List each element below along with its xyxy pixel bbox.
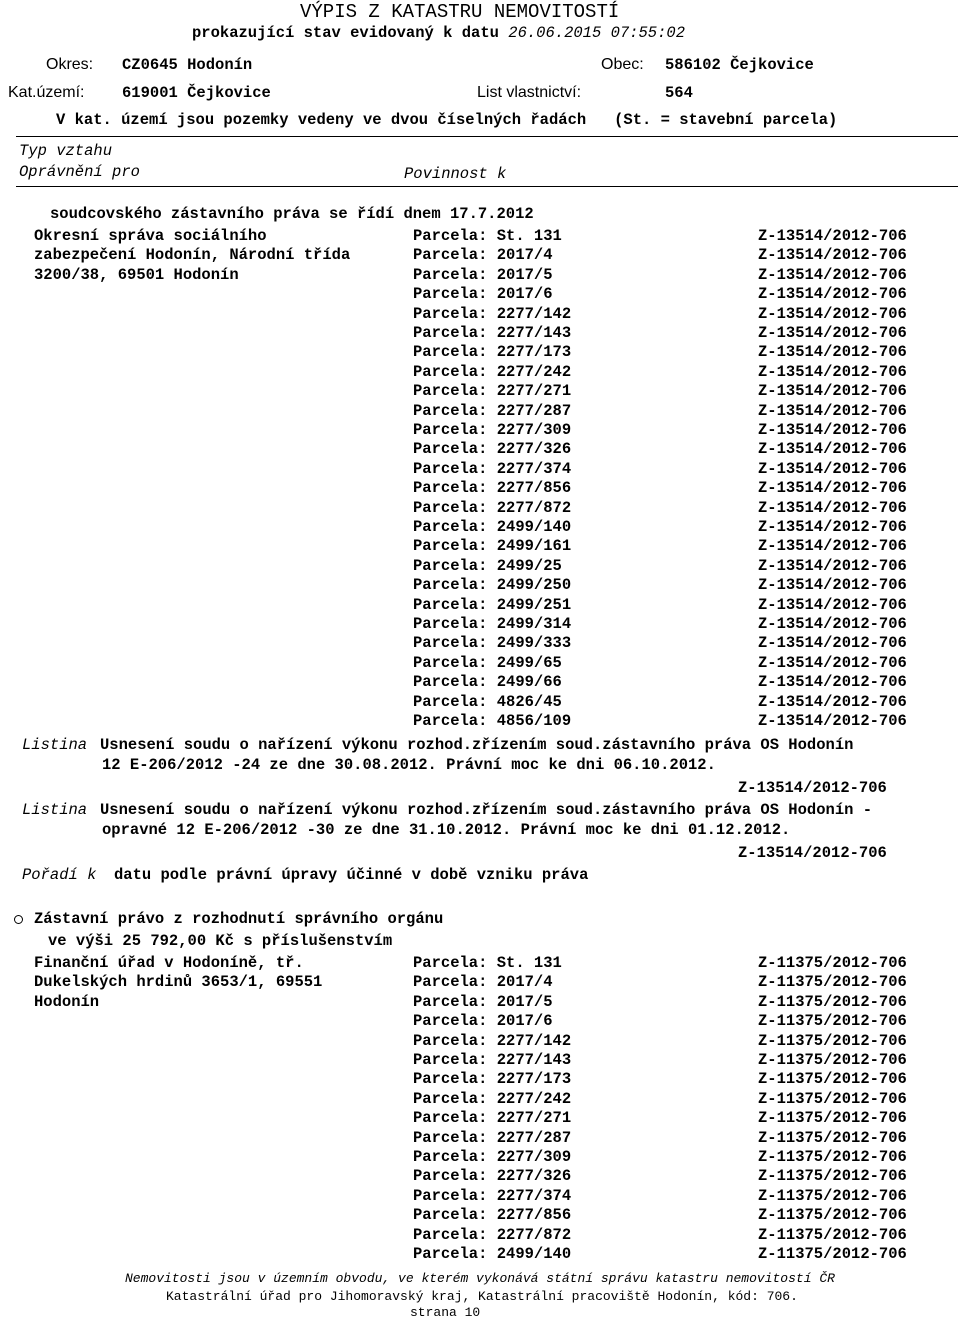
page-number: strana 10	[410, 1305, 481, 1320]
poradi-label: Pořadí k	[22, 866, 97, 884]
bullet-icon	[14, 915, 23, 924]
parcel-number: Parcela: 2277/143	[413, 1051, 572, 1069]
parcel-number: Parcela: 2499/250	[413, 576, 572, 595]
listina2-line2: opravné 12 E-206/2012 -30 ze dne 31.10.2012. Právní moc ke dni 01.12.2012.	[102, 821, 791, 839]
parcel-ref: Z-11375/2012-706	[758, 1031, 907, 1050]
party-line: Hodonín	[34, 992, 100, 1011]
parcel-ref: Z-13514/2012-706	[758, 285, 907, 304]
parcel-ref: Z-13514/2012-706	[758, 537, 907, 556]
header-divider	[16, 136, 958, 137]
parcel-ref: Z-11375/2012-706	[758, 1167, 907, 1186]
parcel-ref: Z-11375/2012-706	[758, 1245, 907, 1263]
party-line: 3200/38, 69501 Hodonín	[34, 265, 239, 284]
parcel-ref: Z-13514/2012-706	[758, 479, 907, 498]
columns-divider	[16, 186, 958, 187]
parcel-ref: Z-13514/2012-706	[758, 459, 907, 478]
parcel-number: Parcela: 2017/5	[413, 992, 553, 1011]
parcel-ref: Z-13514/2012-706	[758, 576, 907, 595]
obec-label: Obec:	[601, 56, 644, 73]
parcel-ref: Z-13514/2012-706	[758, 265, 907, 284]
subtitle-prefix: prokazující stav evidovaný k datu	[192, 24, 499, 42]
listina1-label: Listina	[22, 736, 88, 754]
party-line: Okresní správa sociálního	[34, 227, 267, 245]
parcel-number: Parcela: 2277/872	[413, 498, 572, 517]
parcel-number: Parcela: 2017/5	[413, 265, 553, 284]
parcel-number: Parcela: 2277/309	[413, 421, 572, 439]
col-typ-vztahu: Typ vztahu	[19, 142, 113, 160]
parcel-ref: Z-11375/2012-706	[758, 973, 907, 992]
list-value: 564	[665, 84, 693, 102]
listina2-label: Listina	[22, 801, 88, 819]
parcel-number: Parcela: St. 131	[413, 227, 562, 245]
parcel-ref: Z-13514/2012-706	[758, 518, 907, 536]
parcel-number: Parcela: 2277/309	[413, 1148, 572, 1166]
parcel-ref: Z-13514/2012-706	[758, 556, 907, 575]
parcel-number: Parcela: 2277/326	[413, 1167, 572, 1186]
parcel-number: Parcela: 4856/109	[413, 712, 572, 730]
parcel-ref: Z-11375/2012-706	[758, 1012, 907, 1031]
parcel-number: Parcela: 2017/6	[413, 1012, 553, 1031]
parcel-number: Parcela: 2499/65	[413, 653, 562, 672]
block1-intro: soudcovského zástavního práva se řídí dnem 17.7.2012	[50, 205, 534, 223]
parcel-ref: Z-11375/2012-706	[758, 1070, 907, 1089]
listina2-line1: Usnesení soudu o nařízení výkonu rozhod.zřízením soud.zástavního práva OS Hodonín -	[100, 801, 873, 819]
party-line: Dukelských hrdinů 3653/1, 69551	[34, 973, 323, 992]
parcel-ref: Z-13514/2012-706	[758, 227, 907, 245]
katuzemi-label: Kat.území:	[8, 84, 85, 101]
party-line: Finanční úřad v Hodoníně, tř.	[34, 954, 304, 972]
poradi-text: datu podle právní úpravy účinné v době vzniku práva	[114, 866, 589, 884]
listina2-ref: Z-13514/2012-706	[738, 844, 887, 862]
parcel-ref: Z-11375/2012-706	[758, 1148, 907, 1166]
parcel-number: Parcela: 2017/4	[413, 246, 553, 265]
parcel-ref: Z-13514/2012-706	[758, 421, 907, 439]
block2-heading: Zástavní právo z rozhodnutí správního orgánu	[34, 910, 444, 928]
footer-line1: Nemovitosti jsou v územním obvodu, ve kterém vykonává státní správu katastru nemovitostí ČR	[125, 1271, 835, 1286]
parcel-number: Parcela: St. 131	[413, 954, 562, 972]
parcel-number: Parcela: 2277/242	[413, 1089, 572, 1108]
parcel-number: Parcela: 2499/140	[413, 1245, 572, 1263]
parcel-number: Parcela: 2499/161	[413, 537, 572, 556]
parcel-number: Parcela: 4826/45	[413, 692, 562, 711]
party-line: zabezpečení Hodonín, Národní třída	[34, 246, 351, 265]
list-label: List vlastnictví:	[477, 84, 582, 101]
katuzemi-value: 619001 Čejkovice	[122, 84, 271, 102]
parcel-number: Parcela: 2499/314	[413, 615, 572, 633]
parcel-number: Parcela: 2277/271	[413, 1109, 572, 1128]
footer-line2: Katastrální úřad pro Jihomoravský kraj, Katastrální pracoviště Hodonín, kód: 706.	[166, 1289, 798, 1304]
parcel-number: Parcela: 2277/374	[413, 1186, 572, 1205]
parcel-ref: Z-11375/2012-706	[758, 1206, 907, 1225]
okres-label: Okres:	[46, 56, 94, 73]
parcel-ref: Z-13514/2012-706	[758, 401, 907, 420]
parcel-ref: Z-11375/2012-706	[758, 954, 907, 972]
parcel-ref: Z-13514/2012-706	[758, 498, 907, 517]
block2-amount: ve výši 25 792,00 Kč s příslušenstvím	[48, 932, 393, 950]
parcel-ref: Z-13514/2012-706	[758, 362, 907, 381]
parcel-number: Parcela: 2277/856	[413, 1206, 572, 1225]
parcel-number: Parcela: 2499/140	[413, 518, 572, 536]
parcel-ref: Z-13514/2012-706	[758, 615, 907, 633]
parcel-ref: Z-11375/2012-706	[758, 1109, 907, 1128]
parcel-number: Parcela: 2277/872	[413, 1225, 572, 1244]
parcel-number: Parcela: 2277/242	[413, 362, 572, 381]
parcel-ref: Z-13514/2012-706	[758, 382, 907, 401]
parcel-number: Parcela: 2277/287	[413, 1128, 572, 1147]
parcel-ref: Z-13514/2012-706	[758, 634, 907, 653]
document-title: VÝPIS Z KATASTRU NEMOVITOSTÍ	[300, 1, 620, 23]
listina1-line2: 12 E-206/2012 -24 ze dne 30.08.2012. Právní moc ke dni 06.10.2012.	[102, 756, 716, 774]
parcel-ref: Z-11375/2012-706	[758, 992, 907, 1011]
col-povinnost-k: Povinnost k	[404, 165, 507, 183]
parcel-ref: Z-11375/2012-706	[758, 1225, 907, 1244]
parcel-ref: Z-13514/2012-706	[758, 343, 907, 362]
parcel-number: Parcela: 2277/173	[413, 1070, 572, 1089]
parcel-ref: Z-13514/2012-706	[758, 673, 907, 692]
parcel-ref: Z-13514/2012-706	[758, 324, 907, 342]
parcel-ref: Z-11375/2012-706	[758, 1128, 907, 1147]
parcel-number: Parcela: 2277/173	[413, 343, 572, 362]
parcel-number: Parcela: 2277/143	[413, 324, 572, 342]
parcel-number: Parcela: 2277/287	[413, 401, 572, 420]
parcel-ref: Z-11375/2012-706	[758, 1186, 907, 1205]
parcel-number: Parcela: 2499/333	[413, 634, 572, 653]
parcel-number: Parcela: 2277/856	[413, 479, 572, 498]
parcel-number: Parcela: 2277/374	[413, 459, 572, 478]
parcel-number: Parcela: 2499/251	[413, 595, 572, 614]
document-subtitle	[192, 26, 685, 42]
parcel-number: Parcela: 2017/6	[413, 285, 553, 304]
parcel-ref: Z-13514/2012-706	[758, 653, 907, 672]
parcel-number: Parcela: 2277/142	[413, 304, 572, 323]
parcel-ref: Z-13514/2012-706	[758, 304, 907, 323]
parcel-ref: Z-13514/2012-706	[758, 595, 907, 614]
parcel-number: Parcela: 2499/25	[413, 556, 562, 575]
col-opravneni-pro: Oprávnění pro	[19, 163, 140, 181]
parcel-number: Parcela: 2277/326	[413, 440, 572, 459]
parcel-ref: Z-11375/2012-706	[758, 1089, 907, 1108]
parcel-ref: Z-13514/2012-706	[758, 712, 907, 730]
parcel-number: Parcela: 2017/4	[413, 973, 553, 992]
okres-value: CZ0645 Hodonín	[122, 56, 253, 74]
subtitle-date: 26.06.2015 07:55:02	[508, 24, 685, 42]
parcel-ref: Z-13514/2012-706	[758, 692, 907, 711]
parcel-number: Parcela: 2277/271	[413, 382, 572, 401]
listina1-line1: Usnesení soudu o nařízení výkonu rozhod.zřízením soud.zástavního práva OS Hodonín	[100, 736, 854, 754]
parcel-ref: Z-13514/2012-706	[758, 246, 907, 265]
parcel-ref: Z-11375/2012-706	[758, 1051, 907, 1069]
parcel-ref: Z-13514/2012-706	[758, 440, 907, 459]
parcel-number: Parcela: 2277/142	[413, 1031, 572, 1050]
obec-value: 586102 Čejkovice	[665, 56, 814, 74]
listina1-ref: Z-13514/2012-706	[738, 779, 887, 797]
parcel-number: Parcela: 2499/66	[413, 673, 562, 692]
numbering-note: V kat. území jsou pozemky vedeny ve dvou číselných řadách (St. = stavební parcela)	[56, 111, 838, 129]
